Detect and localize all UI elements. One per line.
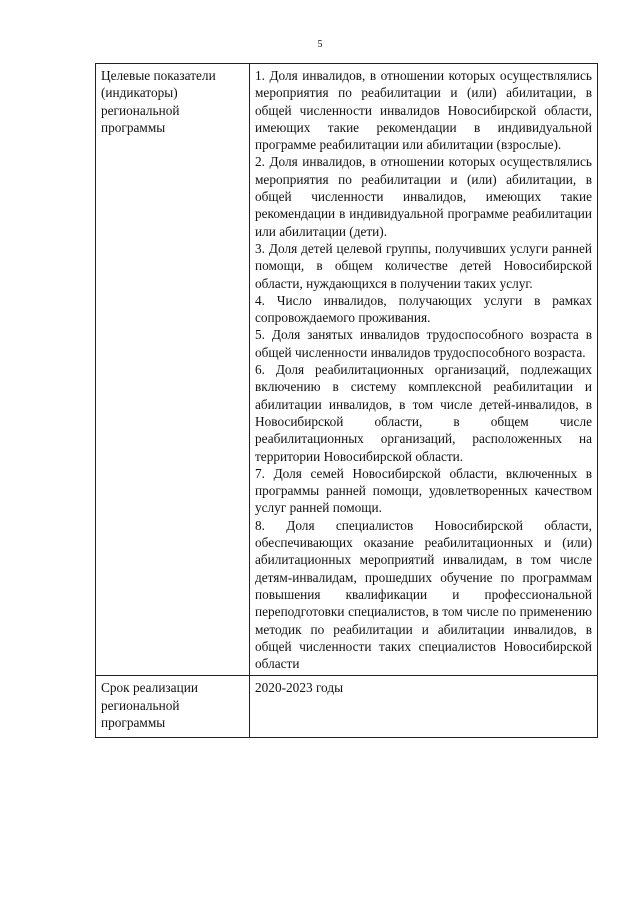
row-label-implementation-period: Срок реализации региональной программы [96, 676, 250, 738]
implementation-period-value: 2020-2023 годы [250, 676, 598, 738]
indicator-item-5: 5. Доля занятых инвалидов трудоспособного возраста в общей численности инвалидов трудоспособного возраста. [255, 327, 592, 360]
indicator-item-1: 1. Доля инвалидов, в отношении которых осуществлялись мероприятия по реабилитации и (или) абилитации, в общей численности инвалидов Новосибирской области, имеющих такие рекомендации в индивидуальной программе реабилитации или абилитации (взрослые). [255, 68, 592, 153]
indicator-item-8: 8. Доля специалистов Новосибирской области, обеспечивающих оказание реабилитационных и (или) абилитационных мероприятий инвалидам, в том числе детям-инвалидам, прошедших обучение по программам повышения квалификации и профессиональной переподготовки специалистов, в том числе по применению методик по реабилитации и абилитации инвалидов, в общей численности таких специалистов Новосибирской области [255, 517, 592, 672]
row-label-target-indicators: Целевые показатели (индикаторы) региональной программы [96, 64, 250, 676]
indicator-item-6: 6. Доля реабилитационных организаций, подлежащих включению в систему комплексной реабилитации и абилитации инвалидов, в том числе детей-инвалидов, в Новосибирской области, в общем числе реабилитационных организаций, расположенных на территории Новосибирской области. [255, 362, 592, 464]
program-passport-table [95, 63, 598, 738]
table-row-implementation-period [96, 676, 598, 738]
page-number: 5 [317, 39, 323, 50]
table-row-target-indicators [96, 64, 598, 676]
indicator-item-4: 4. Число инвалидов, получающих услуги в рамках сопровождаемого проживания. [255, 292, 592, 326]
indicators-list [250, 64, 598, 676]
indicator-item-3: 3. Доля детей целевой группы, получивших услуги ранней помощи, в общем количестве детей Новосибирской области, нуждающихся в получении таких услуг. [255, 240, 592, 291]
indicator-item-7: 7. Доля семей Новосибирской области, включенных в программы ранней помощи, удовлетворенных качеством услуг ранней помощи. [255, 465, 592, 516]
indicator-item-2: 2. Доля инвалидов, в отношении которых осуществлялись мероприятия по реабилитации и (или) абилитации, в общей численности инвалидов, имеющих такие рекомендации в индивидуальной программе реабилитации или абилитации (дети). [255, 154, 592, 239]
